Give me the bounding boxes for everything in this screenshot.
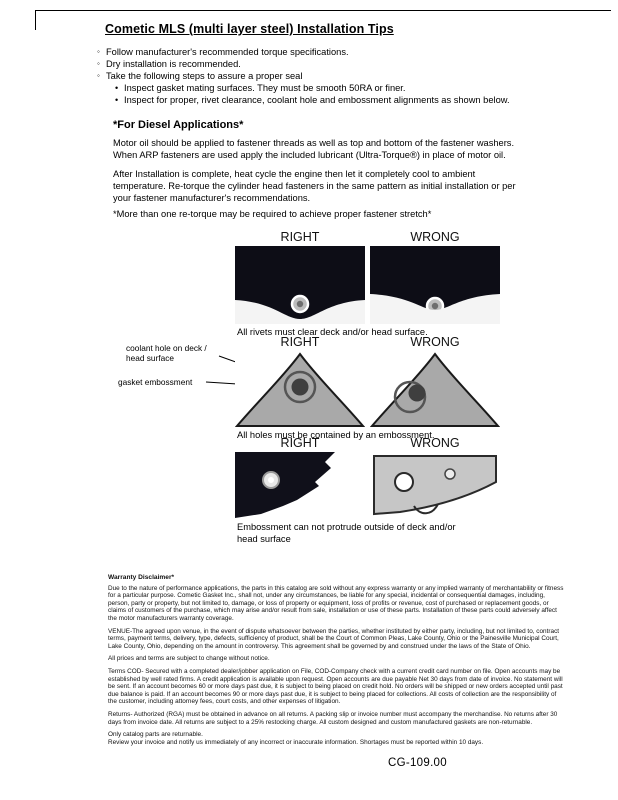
tip-item [97,70,567,82]
warranty-paragraph: Only catalog parts are returnable. [108,731,203,739]
sub-tip-text: Inspect gasket mating surfaces. They must be smooth 50RA or finer. [124,83,406,93]
page-title: Cometic MLS (multi layer steel) Installation Tips [105,22,394,36]
right-label-row3: RIGHT [280,436,320,450]
rivet-wrong-diagram [370,246,500,324]
wrong-label-row1: WRONG [410,230,460,244]
diesel-paragraph-1: Motor oil should be applied to fastener threads as well as top and bottom of the fastener washers. When ARP fasteners are used apply the included lubricant (Ultra-Torque®) in place of motor oil. [113,138,515,161]
warranty-paragraph: Due to the nature of performance applications, the parts in this catalog are sold without any express warranty or any implied warranty of merchantability or fitness for a particular purpose. Cometic Gasket Inc., shall not, under any circumstances, be liable for any special, incidental or consequential damages, including, person, party or property, but not limited to, damage, or loss of property or equipment, loss of profits or revenue, cost of purchased or replacement goods, or claims of customers of the purchase, which may arise and/or result from sale, installation or use of these parts. Installation of these parts could adversely affect the motor manufacturers warranty coverage. [108,584,564,622]
right-label-row2: RIGHT [280,335,320,349]
embossment-right-diagram [235,351,365,429]
caption-protrude: Embossment can not protrude outside of deck and/or head surface [237,522,456,544]
diesel-paragraph-2: After Installation is complete, heat cycle the engine then let it completely cool to ambient temperature. Re-torque the cylinder head fasteners in the same pattern as initial installation or per your fastener manufacturer's recommendations. [113,169,516,204]
wrong-label-row3: WRONG [410,436,460,450]
retorque-note: *More than one re-torque may be required to achieve proper fastener stretch* [113,209,432,219]
coolant-hole-label: coolant hole on deck / head surface [126,343,207,363]
caption-holes: All holes must be contained by an embossment. [237,430,435,440]
gasket-embossment-label: gasket embossment [118,377,193,387]
tip-text: Dry installation is recommended. [106,59,241,69]
embossment-wrong-diagram [370,351,500,429]
tip-text: Take the following steps to assure a proper seal [106,71,303,81]
dot-bullet-icon: • [115,95,119,105]
tip-text: Follow manufacturer's recommended torque specifications. [106,47,349,57]
warranty-paragraph: Review your invoice and notify us immediately of any incorrect or inaccurate information. Shortages must be reported within 10 days. [108,738,484,746]
warranty-heading: Warranty Disclaimer* [108,574,175,581]
tip-item [97,46,567,58]
circle-bullet-icon: ◦ [97,47,100,56]
warranty-paragraph: Returns- Authorized (RGA) must be obtained in advance on all returns. A packing slip or invoice number must accompany the merchandise. No returns after 30 days from invoice date. All returns are subject to a 25% restocking charge. All custom designed and custom manufactured gaskets are non-returnable. [108,710,558,726]
protrude-wrong-diagram [370,452,500,520]
caption-rivets: All rivets must clear deck and/or head surface. [237,327,428,337]
tips-list [97,46,567,106]
sub-tip-item [115,94,567,106]
sub-tip-text: Inspect for proper, rivet clearance, coolant hole and embossment alignments as shown below. [124,95,510,105]
sub-tip-item [115,82,567,94]
right-label-row1: RIGHT [280,230,320,244]
circle-bullet-icon: ◦ [97,59,100,68]
rivet-right-diagram [235,246,365,324]
warranty-paragraph: All prices and terms are subject to change without notice. [108,655,270,663]
tip-item [97,58,567,70]
warranty-disclaimer [108,574,566,751]
protrude-right-diagram [235,452,365,520]
wrong-label-row2: WRONG [410,335,460,349]
page-code: CG-109.00 [388,757,447,769]
dot-bullet-icon: • [115,83,119,93]
circle-bullet-icon: ◦ [97,71,100,80]
warranty-paragraph: Terms COD- Secured with a completed dealer/jobber application on File, COD-Company check with a current credit card number on file. Open accounts may be established by well rated firms. A credit application is available upon request. Open accounts are due payable Net 30 days from date of invoice. No statement will be sent. If an account becomes 60 or more days past due, it is subject to being placed on credit hold. No orders will be shipped or new orders accepted until past due balance is paid. If an account becomes 90 or more days past due, it is subject to being placed for collections. All costs of collection are the responsibility of the customer, including attorney fees, court costs, and other expenses of litigation. [108,667,563,706]
diesel-applications-heading: *For Diesel Applications* [113,119,244,131]
warranty-paragraph: VENUE-The agreed upon venue, in the event of dispute whatsoever between the parties, whether instituted by either party, including, but not limited to, contract terms, payment terms, delivery, type, defects, sufficiency of product, shall be the Court of Common Pleas, Lake County, Ohio or the Painesville Municipal Court, Lake County, Ohio, depending on the amount in controversy. This agreement shall be governed by and construed under the laws of the State of Ohio. [108,627,560,650]
